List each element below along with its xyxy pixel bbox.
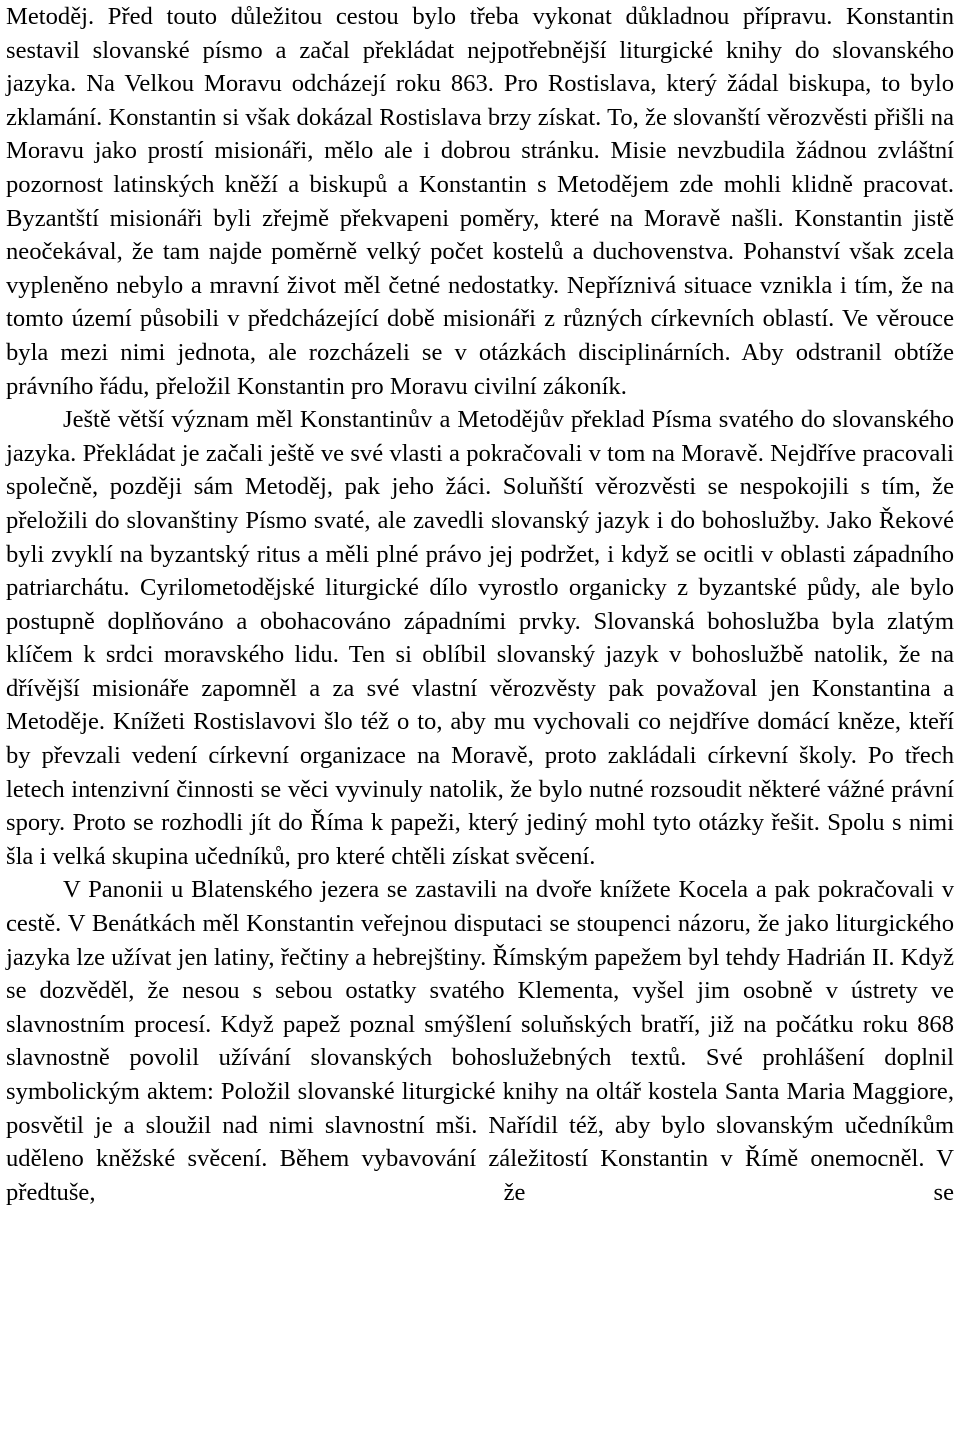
paragraph-2: Ještě větší význam měl Konstantinův a Metodějův překlad Písma svatého do slovanského jazyka. Překládat je začali ještě ve své vlasti a pokračovali v tom na Moravě. Nejdříve pracovali společně, později sám Metoděj, pak jeho žáci. Soluňští věrozvěsti se nespokojili s tím, že přeložili do slovanštiny Písmo svaté, ale zavedli slovanský jazyk i do bohoslužby. Jako Řekové byli zvyklí na byzantský ritus a měli plné právo jej podržet, i když se ocitli v oblasti západního patriarchátu. Cyrilometodějské liturgické dílo vyrostlo organicky z byzantské půdy, ale bylo postupně doplňováno a obohacováno západními prvky. Slovanská bohoslužba byla zlatým klíčem k srdci moravského lidu. Ten si oblíbil slovanský jazyk v bohoslužbě natolik, že na dřívější misionáře zapomněl a za své vlastní věrozvěsty pak považoval jen Konstantina a Metoděje. Knížeti Rostislavovi šlo též o to, aby mu vychovali co nejdříve domácí kněze, kteří by převzali vedení církevní organizace na Moravě, proto zakládali církevní školy. Po třech letech intenzivní činnosti se věci vyvinuly natolik, že bylo nutné rozsoudit některé vážné právní spory. Proto se rozhodli jít do Říma k papeži, který jediný mohl tyto otázky řešit. Spolu s nimi šla i velká skupina učedníků, pro které chtěli získat svěcení.	[6, 406, 954, 870]
paragraph-3: V Panonii u Blatenského jezera se zastavili na dvoře knížete Kocela a pak pokračovali v cestě. V Benátkách měl Konstantin veřejnou disputaci se stoupenci názoru, že jako liturgického jazyka lze užívat jen latiny, řečtiny a hebrejštiny. Římským papežem byl tehdy Hadrián II. Když se dozvěděl, že nesou s sebou ostatky svatého Klementa, vyšel jim osobně v ústrety ve slavnostním procesí. Když papež poznal smýšlení soluňských bratří, již na počátku roku 868 slavnostně povolil užívání slovanských bohoslužebných textů. Své prohlášení doplnil symbolickým aktem: Položil slovanské liturgické knihy na oltář kostela Santa Maria Maggiore, posvětil je a sloužil nad nimi slavnostní mši. Nařídil též, aby bylo slovanským učedníkům uděleno kněžské svěcení. Během vybavování záležitostí Konstantin v Římě onemocněl. V předtuše, že se	[6, 876, 954, 1206]
paragraph-1: Metoděj. Před touto důležitou cestou bylo třeba vykonat důkladnou přípravu. Konstantin sestavil slovanské písmo a začal překládat nejpotřebnější liturgické knihy do slovanského jazyka. Na Velkou Moravu odcházejí roku 863. Pro Rostislava, který žádal biskupa, to bylo zklamání. Konstantin si však dokázal Rostislava brzy získat. To, že slovanští věrozvěsti přišli na Moravu jako prostí misionáři, mělo ale i dobrou stránku. Misie nevzbudila žádnou zvláštní pozornost latinských kněží a biskupů a Konstantin s Metodějem zde mohli klidně pracovat. Byzantští misionáři byli zřejmě překvapeni poměry, které na Moravě našli. Konstantin jistě neočekával, že tam najde poměrně velký počet kostelů a duchovenstva. Pohanství však zcela vypleněno nebylo a mravní život měl četné nedostatky. Nepříznivá situace vznikla i tím, že na tomto území působili v předcházející době misionáři z různých církevních oblastí. Ve věrouce byla mezi nimi jednota, ale rozcházeli se v otázkách disciplinárních. Aby odstranil obtíže právního řádu, přeložil Konstantin pro Moravu civilní zákoník.	[6, 3, 954, 400]
